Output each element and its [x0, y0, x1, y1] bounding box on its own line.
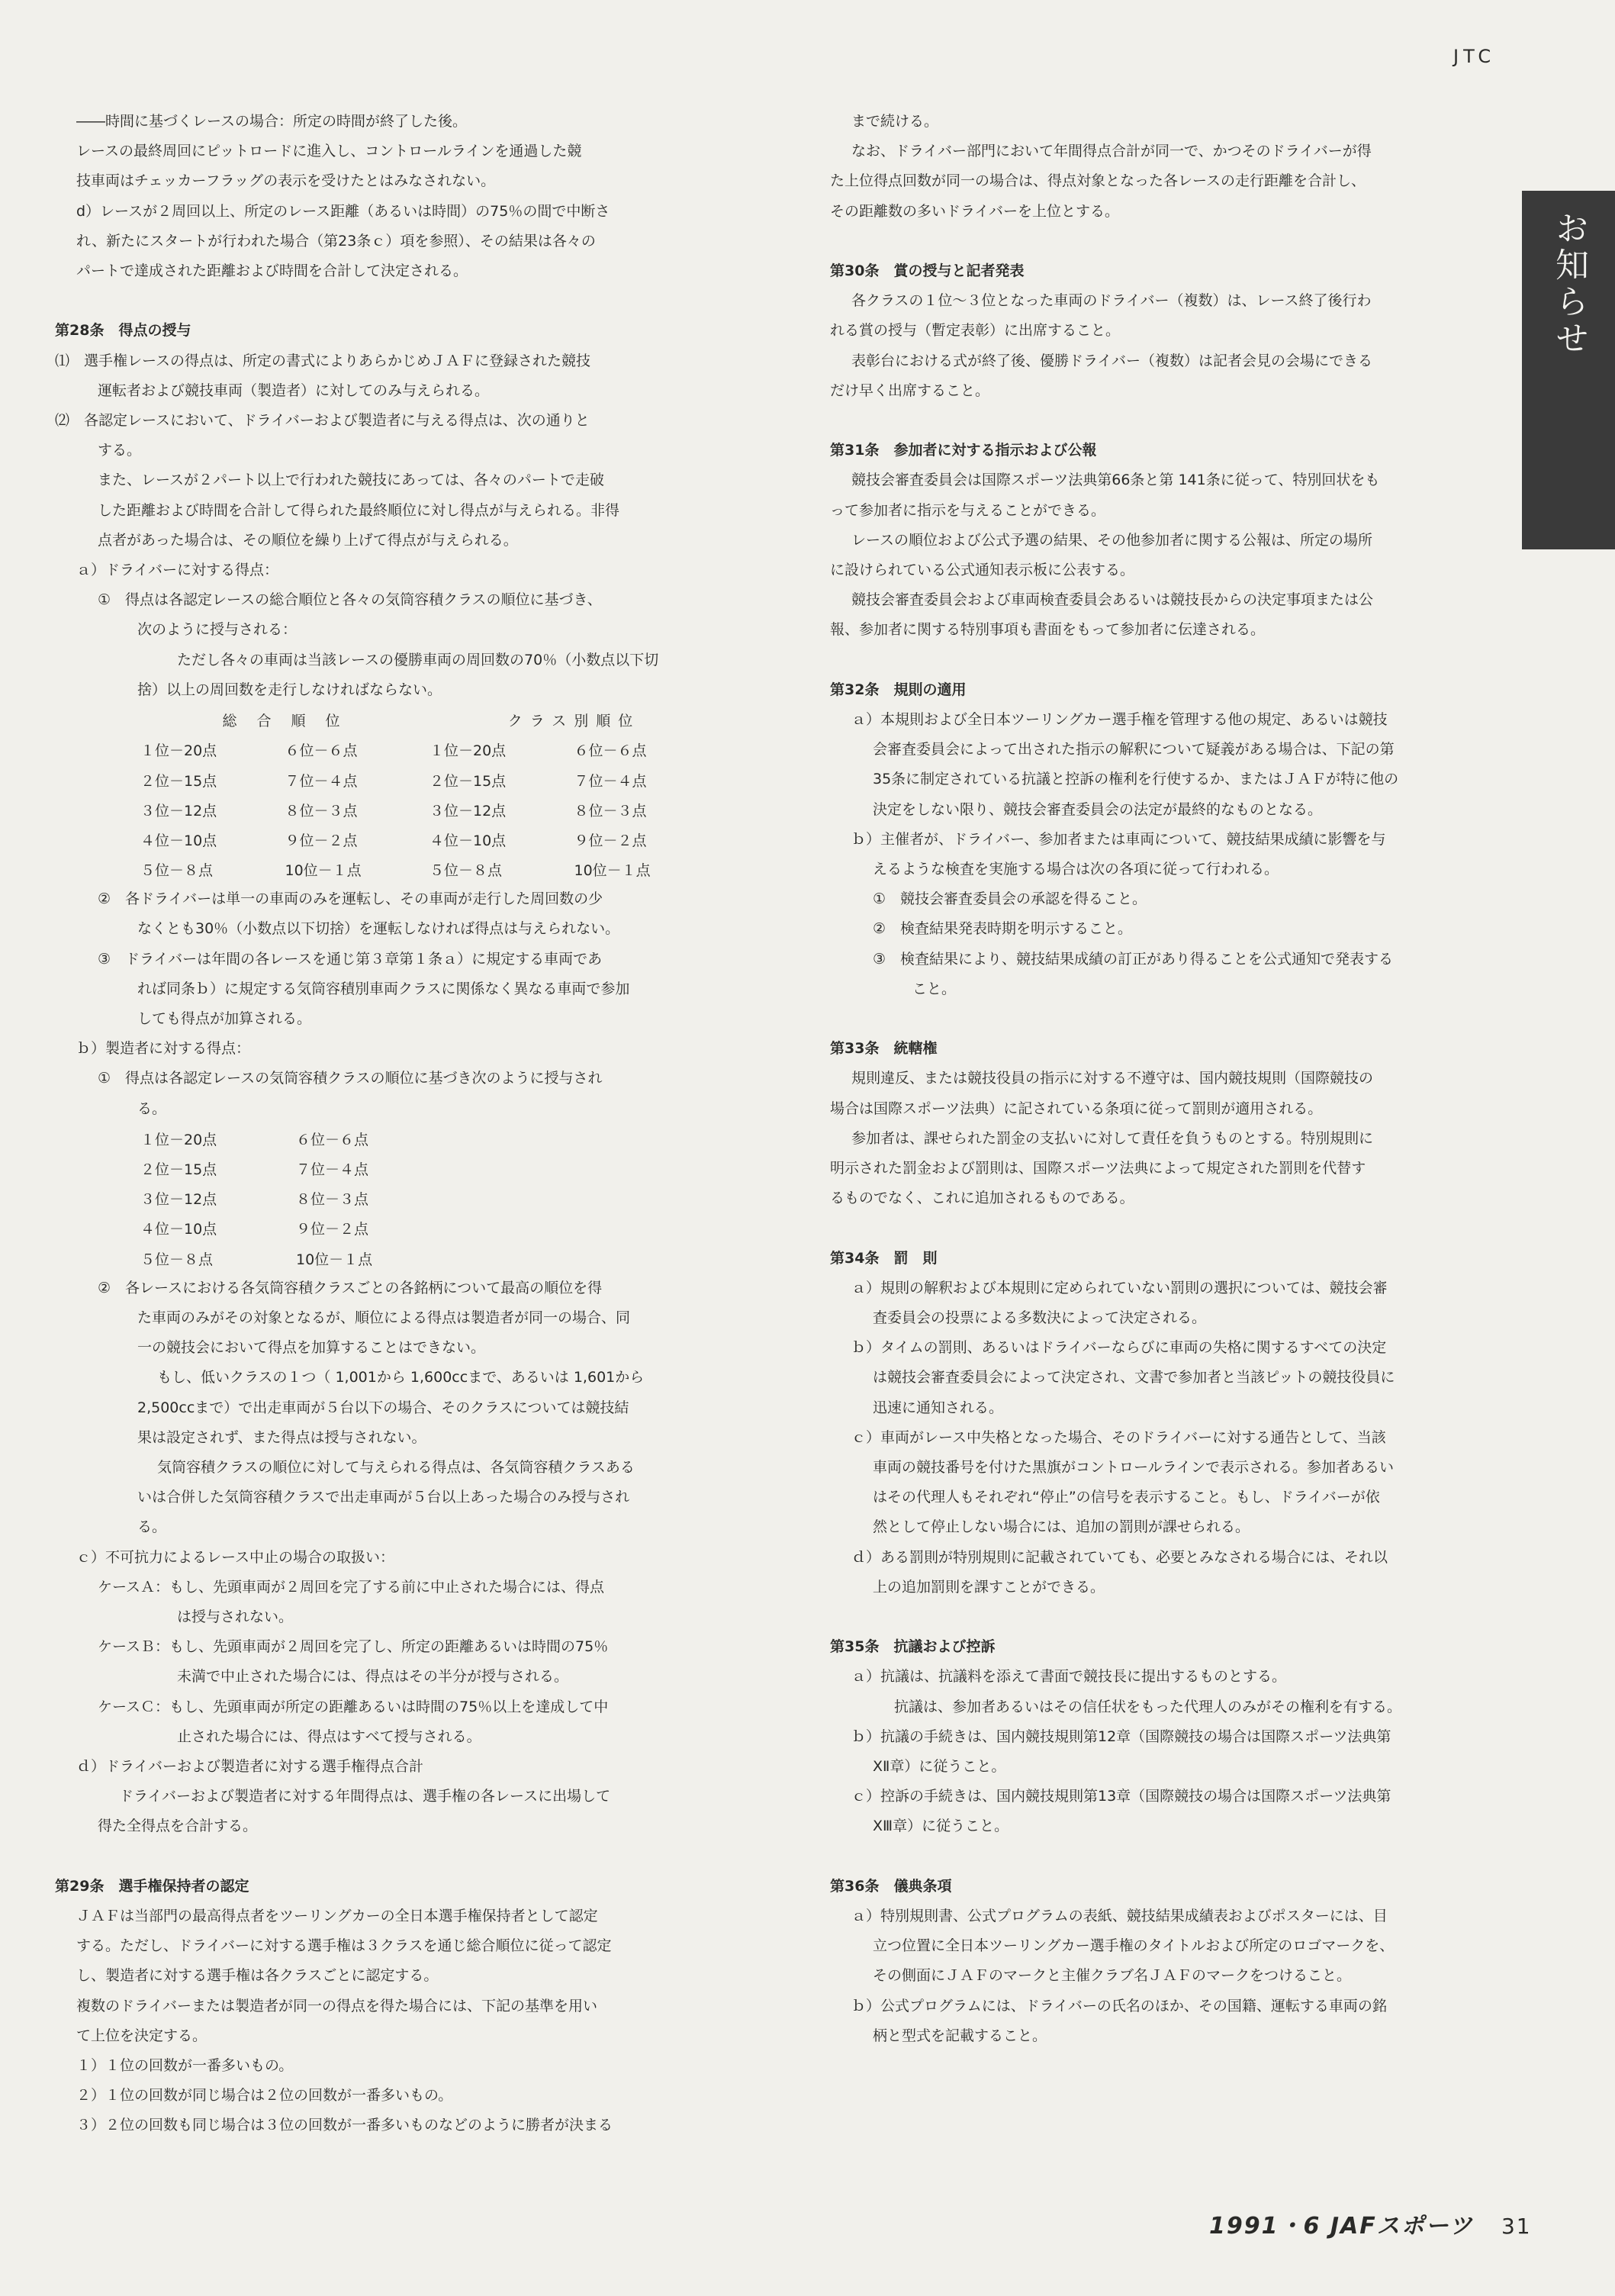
text-line: 捨）以上の周回数を走行しなければならない。 — [137, 681, 442, 698]
text-line: ケースＡ：もし、先頭車両が２周回を完了する前に中止された場合には、得点 — [98, 1578, 605, 1596]
text-line: レースの順位および公式予選の結果、その他参加者に関する公報は、所定の場所 — [851, 531, 1373, 549]
table-cell: １位－20点 — [140, 1131, 217, 1148]
text-line: ｂ）公式プログラムには、ドライバーの氏名のほか、その国籍、運転する車両の銘 — [851, 1997, 1387, 2014]
table-cell: ９位－２点 — [285, 832, 358, 849]
text-line: 表彰台における式が終了後、優勝ドライバー（複数）は記者会見の会場にできる — [851, 352, 1373, 369]
text-line: ａ）規則の解釈および本規則に定められていない罰則の選択については、競技会審 — [851, 1279, 1388, 1296]
article-28-title: 第28条 得点の授与 — [55, 322, 191, 340]
text-line: 参加者は、課せられた罰金の支払いに対して責任を負うものとする。特別規則に — [851, 1129, 1374, 1147]
text-line: だけ早く出席すること。 — [830, 382, 990, 399]
text-line: 査委員会の投票による多数決によって決定される。 — [873, 1309, 1207, 1327]
table-cell: ７位－４点 — [296, 1161, 369, 1179]
table-cell: ３位－12点 — [140, 1191, 217, 1209]
table-row — [140, 1124, 452, 1154]
text-line: ② 各レースにおける各気筒容積クラスごとの各銘柄について最高の順位を得 — [98, 1279, 603, 1296]
article-31-title: 第31条 参加者に対する指示および公報 — [830, 442, 1097, 459]
text-line: d）レースが２周回以上、所定のレース距離（あるいは時間）の75％の間で中断さ — [76, 202, 610, 220]
text-line: って参加者に指示を与えることができる。 — [830, 501, 1106, 519]
text-line: 技車両はチェッカーフラッグの表示を受けたとはみなされない。 — [76, 172, 496, 190]
text-line: した距離および時間を合計して得られた最終順位に対し得点が与えられる。非得 — [98, 501, 620, 519]
text-line: ② 各ドライバーは単一の車両のみを運転し、その車両が走行した周回数の少 — [98, 890, 603, 908]
text-line: た車両のみがその対象となるが、順位による得点は製造者が同一の場合、同 — [137, 1309, 631, 1326]
text-line: ａ）本規則および全日本ツーリングカー選手権を管理する他の規定、あるいは競技 — [851, 711, 1388, 729]
text-line: 得た全得点を合計する。 — [98, 1818, 258, 1835]
issue-date: 1991・6 — [1209, 2213, 1321, 2240]
text-line: その距離数の多いドライバーを上位とする。 — [830, 202, 1120, 220]
text-line: 会審査委員会によって出された指示の解釈について疑義がある場合は、下記の第 — [873, 741, 1395, 758]
text-line: れ、新たにスタートが行われた場合（第23条ｃ）項を参照）、その結果は各々の — [76, 232, 596, 250]
text-line: パートで達成された距離および時間を合計して決定される。 — [76, 262, 468, 280]
text-line: ｂ）抗議の手続きは、国内競技規則第12章（国際競技の場合は国際スポーツ法典第 — [851, 1728, 1391, 1745]
table-header-overall: 総 合 順 位 — [222, 713, 348, 730]
table-header-class: クラス別順位 — [507, 713, 641, 730]
text-line: なくとも30％（小数点以下切捨）を運転しなければ得点は与えられない。 — [137, 920, 620, 938]
text-line: 場合は国際スポーツ法典）に記されている条項に従って罰則が適用される。 — [830, 1100, 1323, 1117]
text-line: ――時間に基づくレースの場合：所定の時間が終了した後。 — [76, 113, 468, 130]
text-line: する。ただし、ドライバーに対する選手権は３クラスを通じ総合順位に従って認定 — [76, 1937, 612, 1955]
text-line: ドライバーおよび製造者に対する年間得点は、選手権の各レースに出場して — [119, 1788, 611, 1805]
text-line: た上位得点回数が同一の場合は、得点対象となった各レースの走行距離を合計し、 — [830, 172, 1366, 190]
text-line: 上の追加罰則を課すことができる。 — [873, 1578, 1105, 1596]
table-cell: ６位－６点 — [296, 1131, 369, 1148]
text-line: XⅢ章）に従うこと。 — [873, 1818, 1009, 1835]
text-line: もし、低いクラスの１つ（ 1,001から 1,600ccまで、あるいは 1,601から — [157, 1369, 645, 1386]
text-line: ｃ）車両がレース中失格となった場合、そのドライバーに対する通告として、当該 — [851, 1428, 1386, 1446]
article-36-title: 第36条 儀典条項 — [830, 1877, 952, 1895]
text-line: ① 得点は各認定レースの総合順位と各々の気筒容積クラスの順位に基づき、 — [98, 591, 602, 609]
table-cell: ４位－10点 — [429, 832, 507, 849]
section-tab — [1522, 191, 1615, 549]
table-cell: ８位－３点 — [574, 802, 647, 820]
text-line: 競技会審査委員会は国際スポーツ法典第66条と第 141条に従って、特別回状をも — [851, 472, 1380, 489]
text-line: 決定をしない限り、競技会審査委員会の法定が最終的なものとなる。 — [873, 800, 1323, 818]
table-row — [140, 825, 719, 855]
section-code: JTC — [1453, 46, 1496, 67]
table-cell: ９位－２点 — [296, 1221, 369, 1238]
right-column — [830, 107, 1492, 2051]
text-line: ① 得点は各認定レースの気筒容積クラスの順位に基づき次のように授与され — [98, 1070, 603, 1087]
text-line: 35条に制定されている抗議と控訴の権利を行使するか、またはＪＡＦが特に他の — [873, 771, 1399, 788]
text-line: ⑵ 各認定レースにおいて、ドライバーおよび製造者に与える得点は、次の通りと — [55, 412, 590, 430]
text-line: ケースＣ：もし、先頭車両が所定の距離あるいは時間の75％以上を達成して中 — [98, 1698, 609, 1715]
text-line: まで続ける。 — [851, 113, 939, 130]
article-33-title: 第33条 統轄権 — [830, 1040, 938, 1058]
text-line: XⅡ章）に従うこと。 — [873, 1758, 1006, 1776]
text-line: 規則違反、または競技役員の指示に対する不遵守は、国内競技規則（国際競技の — [851, 1070, 1374, 1087]
text-line: 複数のドライバーまたは製造者が同一の得点を得た場合には、下記の基準を用い — [76, 1997, 598, 2014]
text-line: 次のように授与される： — [137, 621, 298, 639]
text-line: る。 — [137, 1518, 167, 1536]
section-tab-label: お知らせ — [1549, 211, 1588, 357]
table-cell: 10位－１点 — [285, 862, 362, 880]
text-line: 報、参加者に関する特別事項も書面をもって参加者に伝達される。 — [830, 621, 1266, 639]
table-cell: ４位－10点 — [140, 832, 217, 849]
text-line: ｄ）ドライバーおよび製造者に対する選手権得点合計 — [76, 1757, 424, 1775]
table-cell: ４位－10点 — [140, 1221, 217, 1238]
text-line: ｂ）主催者が、ドライバー、参加者または車両について、競技結果成績に影響を与 — [851, 830, 1386, 848]
text-line: ｃ）不可抗力によるレース中止の場合の取扱い： — [76, 1548, 395, 1566]
magazine-name: JAFスポーツ — [1330, 2213, 1474, 2240]
text-line: ⑴ 選手権レースの得点は、所定の書式によりあらかじめＪＡＦに登録された競技 — [55, 352, 591, 369]
text-line: れる賞の授与（暫定表彰）に出席すること。 — [830, 322, 1121, 340]
table-cell: ８位－３点 — [285, 802, 358, 820]
text-line: 明示された罰金および罰則は、国際スポーツ法典によって規定された罰則を代替す — [830, 1160, 1366, 1177]
text-line: する。 — [98, 442, 142, 459]
text-line: れば同条ｂ）に規定する気筒容積別車両クラスに関係なく異なる車両で参加 — [137, 980, 630, 997]
text-line: しても得点が加算される。 — [137, 1010, 312, 1027]
text-line: ① 競技会審査委員会の承認を得ること。 — [873, 890, 1147, 908]
page-number: 31 — [1501, 2214, 1532, 2239]
article-29-title: 第29条 選手権保持者の認定 — [55, 1877, 249, 1895]
text-line: 点者があった場合は、その順位を繰り上げて得点が与えられる。 — [98, 531, 518, 549]
text-line: 然として停止しない場合には、追加の罰則が課せられる。 — [873, 1518, 1250, 1536]
table-row — [140, 765, 719, 794]
text-line: ａ）ドライバーに対する得点： — [76, 562, 279, 579]
text-line: 運転者および競技車両（製造者）に対してのみ与えられる。 — [98, 382, 490, 399]
text-line: ＪＡＦは当部門の最高得点者をツーリングカーの全日本選手権保持者として認定 — [76, 1907, 598, 1924]
table-row — [140, 855, 719, 884]
text-line: 2,500ccまで）で出走車両が５台以下の場合、そのクラスについては競技結 — [137, 1399, 629, 1416]
text-line: 止された場合には、得点はすべて授与される。 — [177, 1728, 481, 1745]
table-cell: １位－20点 — [140, 742, 217, 760]
text-line: る。 — [137, 1100, 167, 1117]
table-cell: ２位－15点 — [140, 772, 217, 790]
text-line: し、製造者に対する選手権は各クラスごとに認定する。 — [76, 1967, 439, 1985]
text-line: ｂ）タイムの罰則、あるいはドライバーならびに車両の失格に関するすべての決定 — [851, 1339, 1387, 1357]
left-column — [55, 107, 719, 2141]
article-35-title: 第35条 抗議および控訴 — [830, 1638, 996, 1656]
text-line: に設けられている公式通知表示板に公表する。 — [830, 562, 1135, 579]
text-line: レースの最終周回にピットロードに進入し、コントロールラインを通過した競 — [76, 143, 582, 160]
text-line: 競技会審査委員会および車両検査委員会あるいは競技長からの決定事項または公 — [851, 591, 1374, 609]
text-line: 抗議は、参加者あるいはその信任状をもった代理人のみがその権利を有する。 — [894, 1698, 1402, 1715]
table-row — [140, 795, 719, 825]
table-cell: １位－20点 — [429, 742, 507, 760]
page-footer — [1209, 2207, 1532, 2240]
text-line: は競技会審査委員会によって決定され、文書で参加者と当該ピットの競技役員に — [873, 1369, 1395, 1386]
text-line: こと。 — [912, 980, 957, 997]
text-line: て上位を決定する。 — [76, 2027, 208, 2044]
table-cell: ７位－４点 — [285, 772, 358, 790]
text-line: 車両の競技番号を付けた黒旗がコントロールラインで表示される。参加者あるい — [873, 1459, 1395, 1476]
text-line: ｄ）ある罰則が特別規則に記載されていても、必要とみなされる場合には、それ以 — [851, 1548, 1388, 1566]
text-line: ② 検査結果発表時期を明示すること。 — [873, 920, 1133, 938]
article-30-title: 第30条 賞の授与と記者発表 — [830, 262, 1025, 279]
text-line: るものでなく、これに追加されるものである。 — [830, 1190, 1134, 1207]
table-row — [140, 1183, 452, 1213]
text-line: は授与されない。 — [177, 1608, 294, 1625]
text-line: ③ 検査結果により、競技結果成績の訂正があり得ることを公式通知で発表する — [873, 950, 1394, 968]
table-cell: ９位－２点 — [574, 832, 647, 849]
text-line: 一の競技会において得点を加算することはできない。 — [137, 1339, 486, 1357]
text-line: ｂ）製造者に対する得点： — [76, 1040, 251, 1058]
text-line: また、レースが２パート以上で行われた競技にあっては、各々のパートで走破 — [98, 472, 604, 489]
text-line: １）１位の回数が一番多いもの。 — [76, 2057, 294, 2074]
table-row — [140, 735, 719, 765]
table-cell: ７位－４点 — [574, 772, 647, 790]
text-line: ａ）特別規則書、公式プログラムの表紙、競技結果成績表およびポスターには、目 — [851, 1908, 1388, 1925]
text-line: 迅速に通知される。 — [873, 1399, 1004, 1416]
table-cell: ６位－６点 — [285, 742, 358, 760]
table-row — [140, 1154, 452, 1183]
text-line: 各クラスの１位～３位となった車両のドライバー（複数）は、レース終了後行わ — [851, 292, 1372, 310]
driver-points-table — [140, 705, 719, 884]
table-cell: ２位－15点 — [140, 1161, 217, 1179]
table-cell: 10位－１点 — [574, 862, 651, 880]
text-line: ２）１位の回数が同じ場合は２位の回数が一番多いもの。 — [76, 2087, 453, 2104]
text-line: 立つ位置に全日本ツーリングカー選手権のタイトルおよび所定のロゴマークを、 — [873, 1937, 1395, 1955]
table-cell: ６位－６点 — [574, 742, 647, 760]
text-line: 柄と型式を記載すること。 — [873, 2027, 1047, 2044]
text-line: はその代理人もそれぞれ“停止”の信号を表示すること。もし、ドライバーが依 — [873, 1489, 1380, 1506]
maker-points-table — [140, 1124, 452, 1274]
table-cell: ３位－12点 — [429, 802, 507, 820]
text-line: なお、ドライバー部門において年間得点合計が同一で、かつそのドライバーが得 — [851, 143, 1372, 160]
table-cell: ５位－８点 — [429, 862, 503, 880]
table-cell: ３位－12点 — [140, 802, 217, 820]
table-row — [140, 1244, 452, 1274]
text-line: 果は設定されず、また得点は授与されない。 — [137, 1428, 426, 1446]
text-line: 気筒容積クラスの順位に対して与えられる得点は、各気筒容積クラスある — [157, 1458, 635, 1476]
text-line: その側面にＪＡＦのマークと主催クラブ名ＪＡＦのマークをつけること。 — [873, 1967, 1352, 1985]
text-line: いは合併した気筒容積クラスで出走車両が５台以上あった場合のみ授与され — [137, 1489, 630, 1506]
text-line: ｃ）控訴の手続きは、国内競技規則第13章（国際競技の場合は国際スポーツ法典第 — [851, 1788, 1391, 1805]
table-cell: ５位－８点 — [140, 1251, 214, 1268]
article-34-title: 第34条 罰 則 — [830, 1249, 938, 1267]
article-32-title: 第32条 規則の適用 — [830, 681, 967, 698]
text-line: えるような検査を実施する場合は次の各項に従って行われる。 — [873, 861, 1279, 878]
table-cell: ２位－15点 — [429, 772, 507, 790]
text-line: ただし各々の車両は当該レースの優勝車両の周回数の70％（小数点以下切 — [177, 651, 659, 668]
text-line: ケースＢ：もし、先頭車両が２周回を完了し、所定の距離あるいは時間の75％ — [98, 1638, 609, 1656]
text-line: 未満で中止された場合には、得点はその半分が授与される。 — [177, 1668, 569, 1686]
table-cell: ５位－８点 — [140, 862, 214, 880]
table-cell: 10位－１点 — [296, 1251, 373, 1268]
text-line: ａ）抗議は、抗議料を添えて書面で競技長に提出するものとする。 — [851, 1668, 1287, 1686]
table-row — [140, 1213, 452, 1243]
text-line: ③ ドライバーは年間の各レースを通じ第３章第１条ａ）に規定する車両であ — [98, 950, 603, 968]
text-line: ３）２位の回数も同じ場合は３位の回数が一番多いものなどのように勝者が決まる — [76, 2117, 613, 2134]
table-cell: ８位－３点 — [296, 1191, 369, 1209]
